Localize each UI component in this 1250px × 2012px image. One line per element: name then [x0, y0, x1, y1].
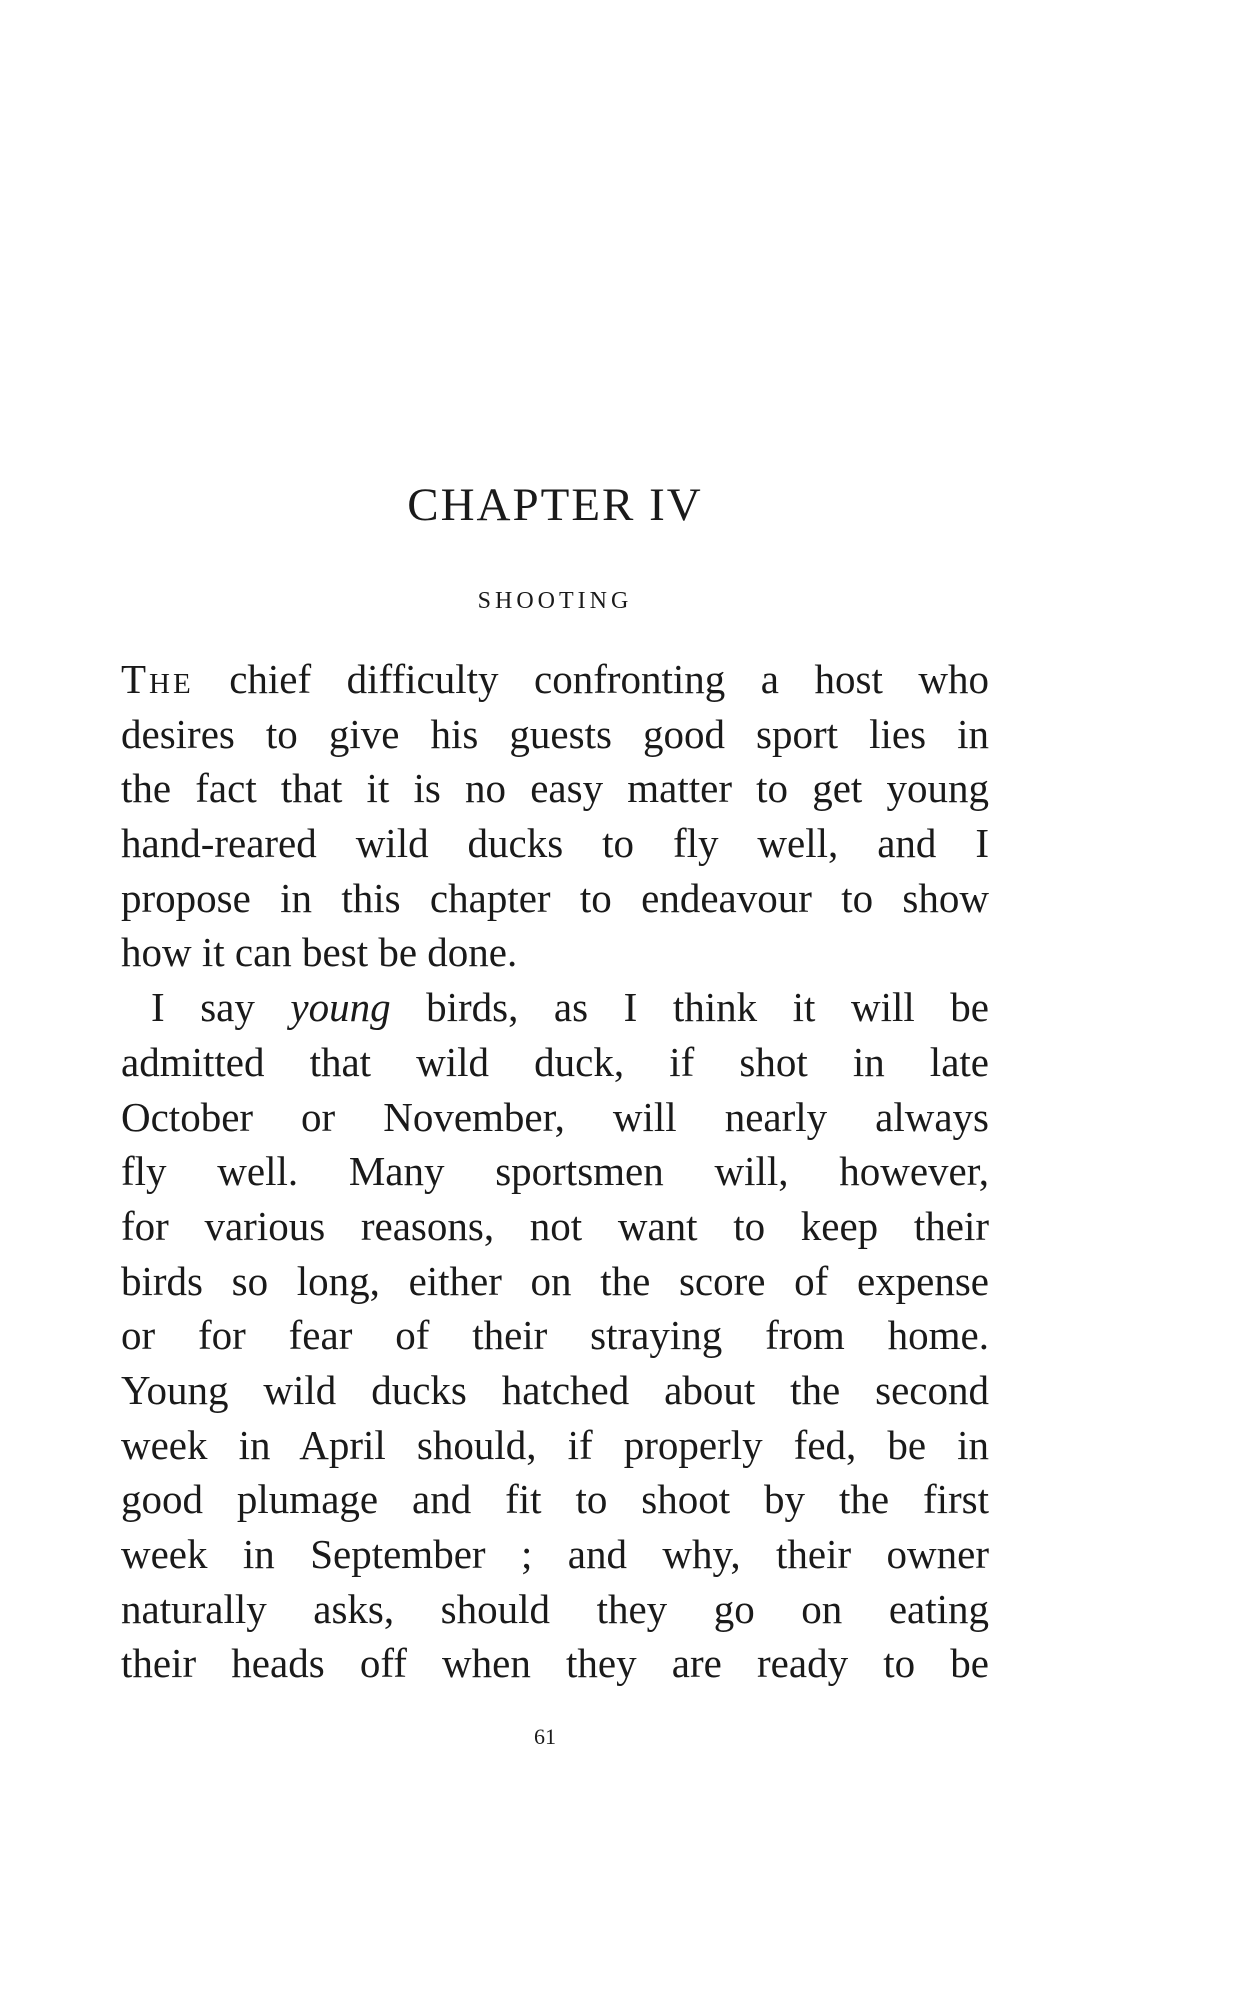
text-line: the fact that it is no easy matter to get young — [121, 765, 989, 812]
text-line: hand-reared wild ducks to fly well, and I — [121, 820, 989, 867]
text-line: fly well. Many sportsmen will, however, — [121, 1148, 989, 1195]
text-line: how it can best be done. — [121, 929, 518, 976]
text-line: their heads off when they are ready to be — [121, 1640, 989, 1687]
paragraph-lead-word: The — [121, 656, 194, 702]
text-line: or for fear of their straying from home. — [121, 1312, 989, 1359]
text-line — [121, 980, 989, 1035]
page-number: 61 — [534, 1724, 556, 1749]
text-line: for various reasons, not want to keep their — [121, 1202, 989, 1249]
text-line: admitted that wild duck, if shot in late — [121, 1038, 989, 1085]
text-line: good plumage and fit to shoot by the first — [121, 1476, 989, 1523]
body-text — [121, 652, 989, 1691]
text-line: week in April should, if properly fed, be in — [121, 1421, 989, 1468]
text-line: October or November, will nearly always — [121, 1093, 989, 1140]
line-text: birds, as I think it will be — [390, 984, 989, 1031]
text-line: desires to give his guests good sport lies in — [121, 710, 989, 757]
chapter-title: CHAPTER IV — [407, 479, 703, 531]
text-line: propose in this chapter to endeavour to show — [121, 874, 989, 921]
text-line: week in September ; and why, their owner — [121, 1531, 989, 1577]
text-line: naturally asks, should they go on eating — [121, 1585, 989, 1632]
text-line — [121, 652, 989, 707]
chapter-subtitle: SHOOTING — [477, 588, 633, 614]
text-line: Young wild ducks hatched about the second — [121, 1366, 989, 1413]
line-text: chief difficulty confronting a host who — [193, 656, 989, 702]
text-line: birds so long, either on the score of expense — [121, 1257, 989, 1304]
italic-word: young — [290, 984, 391, 1031]
line-text: I say — [151, 984, 291, 1031]
